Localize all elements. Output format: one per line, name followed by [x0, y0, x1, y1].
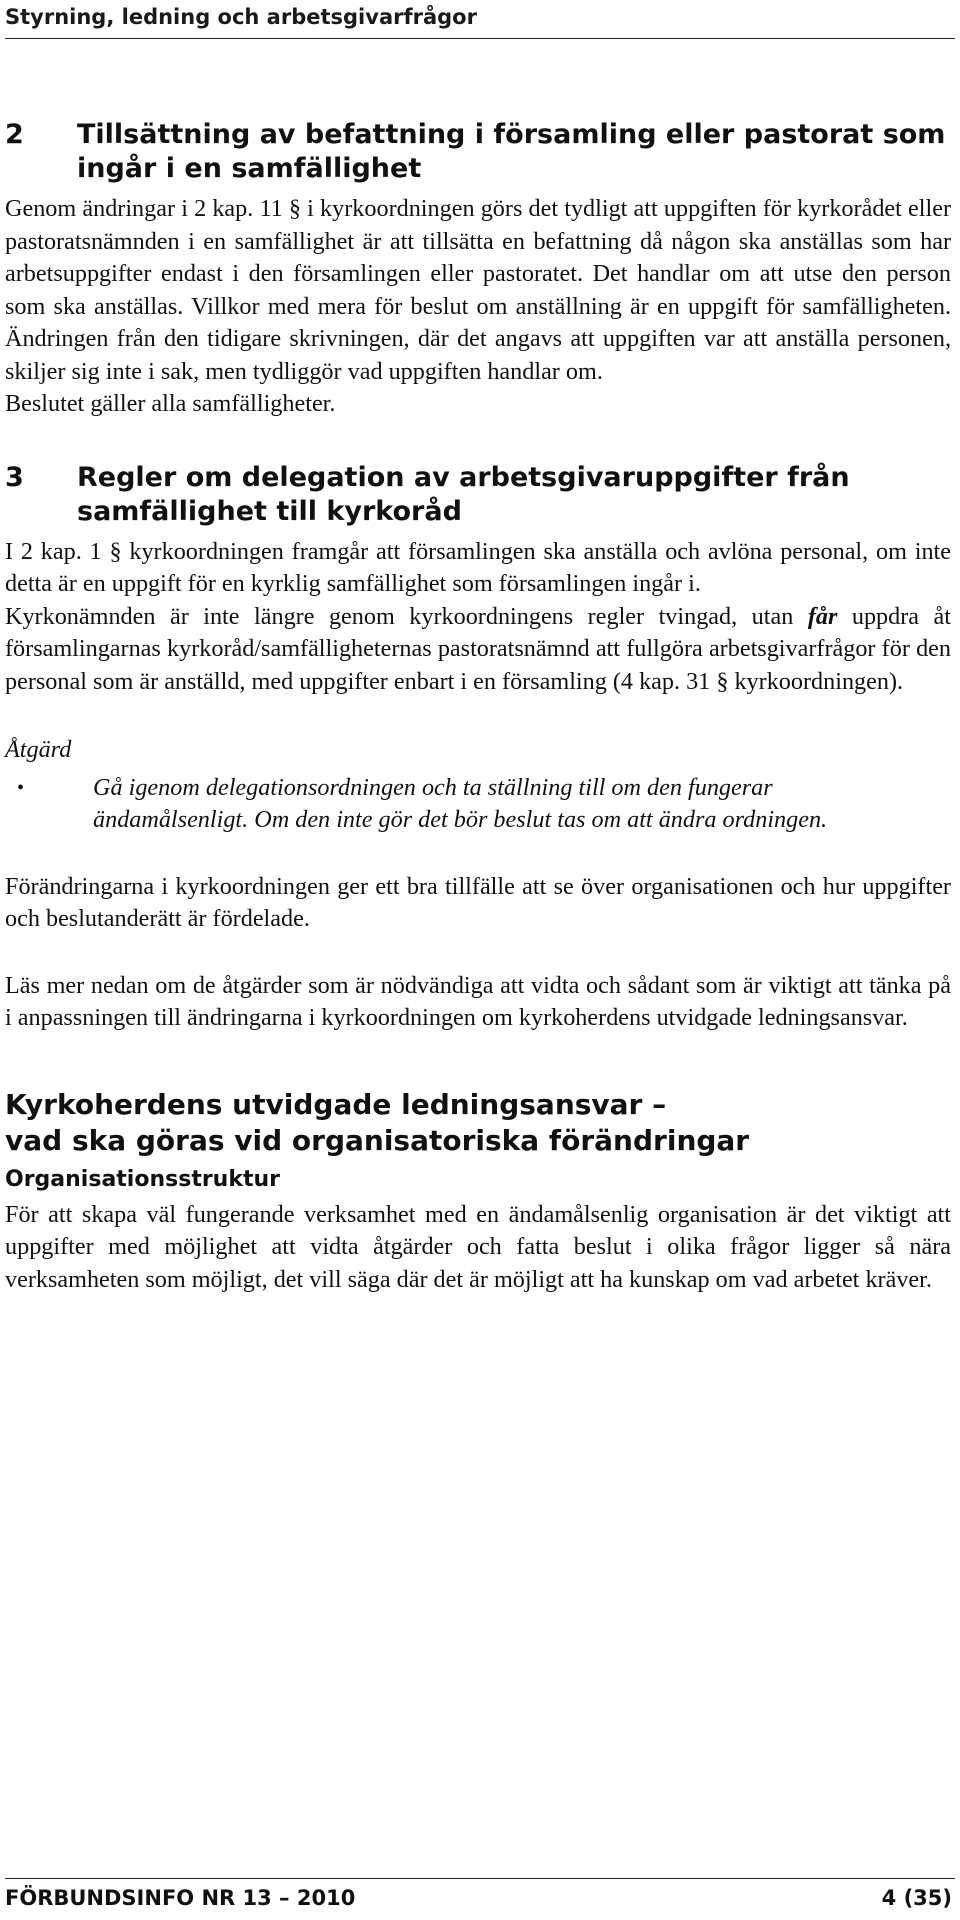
atgard-list — [5, 772, 951, 837]
header-divider — [5, 38, 955, 39]
section-title: Tillsättning av befattning i församling eller pastorat som ingår i en samfällighet — [77, 119, 946, 184]
subheading-organisationsstruktur: Organisationsstruktur — [5, 1166, 280, 1192]
running-header: Styrning, ledning och arbetsgivarfrågor — [5, 5, 477, 29]
publication-name: FÖRBUNDSINFO NR 13 – 2010 — [5, 1886, 356, 1910]
section-number: 2 — [5, 119, 24, 150]
text-run: Kyrkonämnden är inte längre genom kyrkoordningens regler tvingad, utan — [5, 602, 808, 630]
section-2-paragraph-2: Beslutet gäller alla samfälligheter. — [5, 390, 336, 417]
heading-line: vad ska göras vid organisatoriska förändringar — [5, 1123, 750, 1157]
section-3-paragraph-2 — [5, 601, 951, 699]
heading-line: Kyrkoherdens utvidgade ledningsansvar – — [5, 1087, 667, 1121]
paragraph-changes: Förändringarna i kyrkoordningen ger ett bra tillfälle att se över organisationen och hur uppgifter och beslutanderätt är fördelade. — [5, 872, 951, 932]
section-3-paragraph-1: I 2 kap. 1 § kyrkoordningen framgår att församlingen ska anställa och avlöna personal, om inte detta är en uppgift för en kyrklig samfällighet som församlingen ingår i. — [5, 537, 951, 597]
text-run: uppdra åt församlingarnas kyrkoråd/samfälligheternas pastoratsnämnd att fullgöra arbetsgivarfrågor för den personal som är anställd, med uppgifter enbart i en församling (4 kap. 31 § kyrkoordningen). — [5, 602, 951, 695]
page-content — [5, 118, 951, 1296]
page-number: 4 (35) — [881, 1886, 952, 1910]
paragraph-read-more: Läs mer nedan om de åtgärder som är nödvändiga att vidta och sådant som är viktigt att tänka på i anpassningen till ändringarna i kyrkoordningen om kyrkoherdens utvidgade ledningsansvar. — [5, 971, 951, 1031]
list-item — [5, 772, 951, 837]
list-item-text: Gå igenom delegationsordningen och ta ställning till om den fungerar ändamålsenligt. Om den inte gör det bör beslut tas om att ändra ordningen. — [93, 773, 828, 833]
kyrkoherde-heading — [5, 1087, 951, 1159]
section-number: 3 — [5, 461, 24, 493]
section-2-heading — [5, 118, 951, 186]
section-3-heading — [5, 461, 951, 529]
footer-divider — [5, 1878, 955, 1879]
section-2-paragraph-1: Genom ändringar i 2 kap. 11 § i kyrkoordningen görs det tydligt att uppgiften för kyrkorådet eller pastoratsnämnden i en samfällighet är att tillsätta en befattning då någon ska anställas som har arbetsuppgifter endast i den församlingen eller pastoratet. Det handlar om att utse den person som ska anställas. Villkor med mera för beslut om anställning är en uppgift för samfälligheten. Ändringen från den tidigare skrivningen, där det angavs att uppgiften var att anställa personen, skiljer sig inte i sak, men tydliggör vad uppgiften handlar om. — [5, 195, 951, 385]
section-title: Regler om delegation av arbetsgivaruppgifter från samfällighet till kyrkoråd — [77, 461, 850, 527]
paragraph-organisationsstruktur: För att skapa väl fungerande verksamhet med en ändamålsenlig organisation är det viktigt att uppgifter med möjlighet att vidta åtgärder och fatta beslut i olika frågor ligger så nära verksamheten som möjligt, det vill säga där det är möjligt att ha kunskap om vad arbetet kräver. — [5, 1200, 951, 1293]
bullet-icon: • — [17, 776, 25, 799]
emphasis: får — [807, 602, 838, 630]
page-footer — [5, 1884, 952, 1912]
atgard-heading: Åtgärd — [5, 736, 72, 763]
